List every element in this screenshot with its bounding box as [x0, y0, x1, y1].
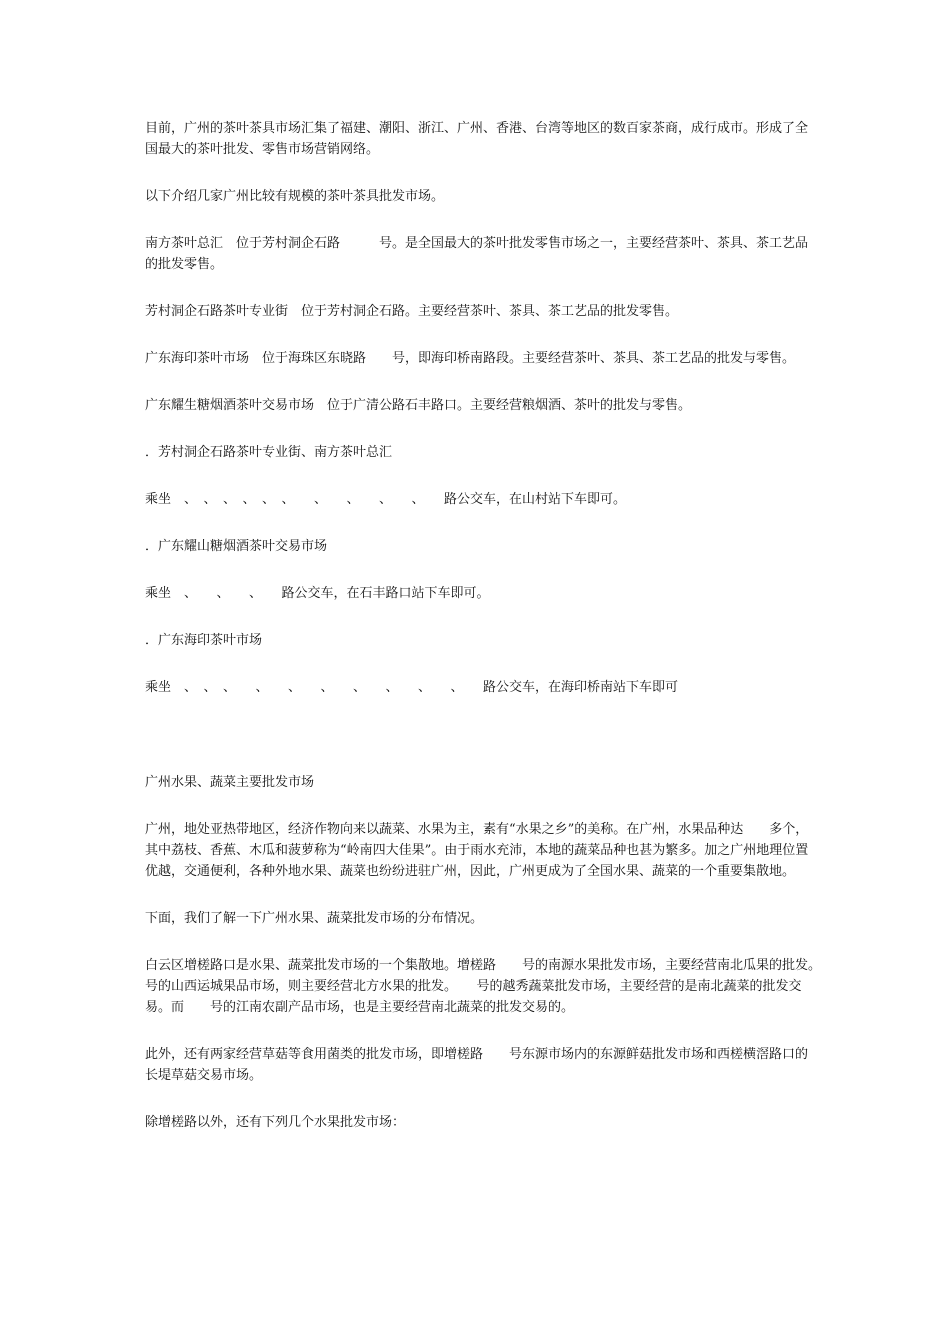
paragraph-yaosheng: 广东耀生糖烟酒茶叶交易市场 位于广清公路石丰路口。主要经营粮烟酒、茶叶的批发与零售。: [145, 398, 692, 413]
paragraph-route-heading-3: ．广东海印茶叶市场: [145, 633, 263, 648]
paragraph-zengcha-road: 白云区增槎路口是水果、蔬菜批发市场的一个集散地。增槎路 号的南源水果批发市场，主要经营南北瓜果的批发。 号的山西运城果品市场，则主要经营北方水果的批发。 号的越秀蔬菜批发市场，主要经营的是南北蔬菜的批发交易。而 号的江南农副产品市场，也是主要经营南北蔬菜的批发交易的。: [145, 958, 841, 1015]
paragraph-route-1: 乘坐 、 、 、 、 、 、 、 、 、 、 路公交车，在山村站下车即可。: [145, 492, 627, 507]
paragraph-route-3: 乘坐 、 、 、 、 、 、 、 、 、 、 路公交车，在海印桥南站下车即可: [145, 680, 679, 695]
section-heading-fruit-vegetable: 广州水果、蔬菜主要批发市场: [145, 775, 315, 790]
paragraph-haiyin: 广东海印茶叶市场 位于海珠区东晓路 号，即海印桥南路段。主要经营茶叶、茶具、茶工艺品的批发与零售。: [145, 351, 796, 366]
section-spacer: [145, 724, 815, 772]
paragraph-distribution-intro: 下面，我们了解一下广州水果、蔬菜批发市场的分布情况。: [145, 911, 484, 926]
paragraph-intro: 目前，广州的茶叶茶具市场汇集了福建、潮阳、浙江、广州、香港、台湾等地区的数百家茶商，成行成市。形成了全国最大的茶叶批发、零售市场营销网络。: [145, 121, 809, 157]
paragraph-route-heading-2: ．广东耀山糖烟酒茶叶交易市场: [145, 539, 328, 554]
paragraph-route-heading-1: ．芳村洞企石路茶叶专业街、南方茶叶总汇: [145, 445, 393, 460]
paragraph-mushroom-markets: 此外，还有两家经营草菇等食用菌类的批发市场，即增槎路 号东源市场内的东源鲜菇批发市场和西槎横滘路口的长堤草菇交易市场。: [145, 1047, 809, 1083]
paragraph-other-markets: 除增槎路以外，还有下列几个水果批发市场：: [145, 1115, 406, 1130]
paragraph-list-intro: 以下介绍几家广州比较有规模的茶叶茶具批发市场。: [145, 189, 445, 204]
paragraph-route-2: 乘坐 、 、 、 路公交车，在石丰路口站下车即可。: [145, 586, 490, 601]
document-page: [145, 118, 841, 1159]
paragraph-fangcun: 芳村洞企石路茶叶专业街 位于芳村洞企石路。主要经营茶叶、茶具、茶工艺品的批发零售。: [145, 304, 679, 319]
paragraph-guangzhou-fruits: 广州，地处亚热带地区，经济作物向来以蔬菜、水果为主，素有“水果之乡”的美称。在广州，水果品种达 多个，其中荔枝、香蕉、木瓜和菠萝称为“岭南四大佳果”。由于雨水充沛，本地的蔬菜品种也甚为繁多。加之广州地理位置优越，交通便利，各种外地水果、蔬菜也纷纷进驻广州，因此，广州更成为了全国水果、蔬菜的一个重要集散地。: [145, 822, 809, 879]
paragraph-nanfang: 南方茶叶总汇 位于芳村洞企石路 号。是全国最大的茶叶批发零售市场之一，主要经营茶叶、茶具、茶工艺品的批发零售。: [145, 236, 809, 272]
